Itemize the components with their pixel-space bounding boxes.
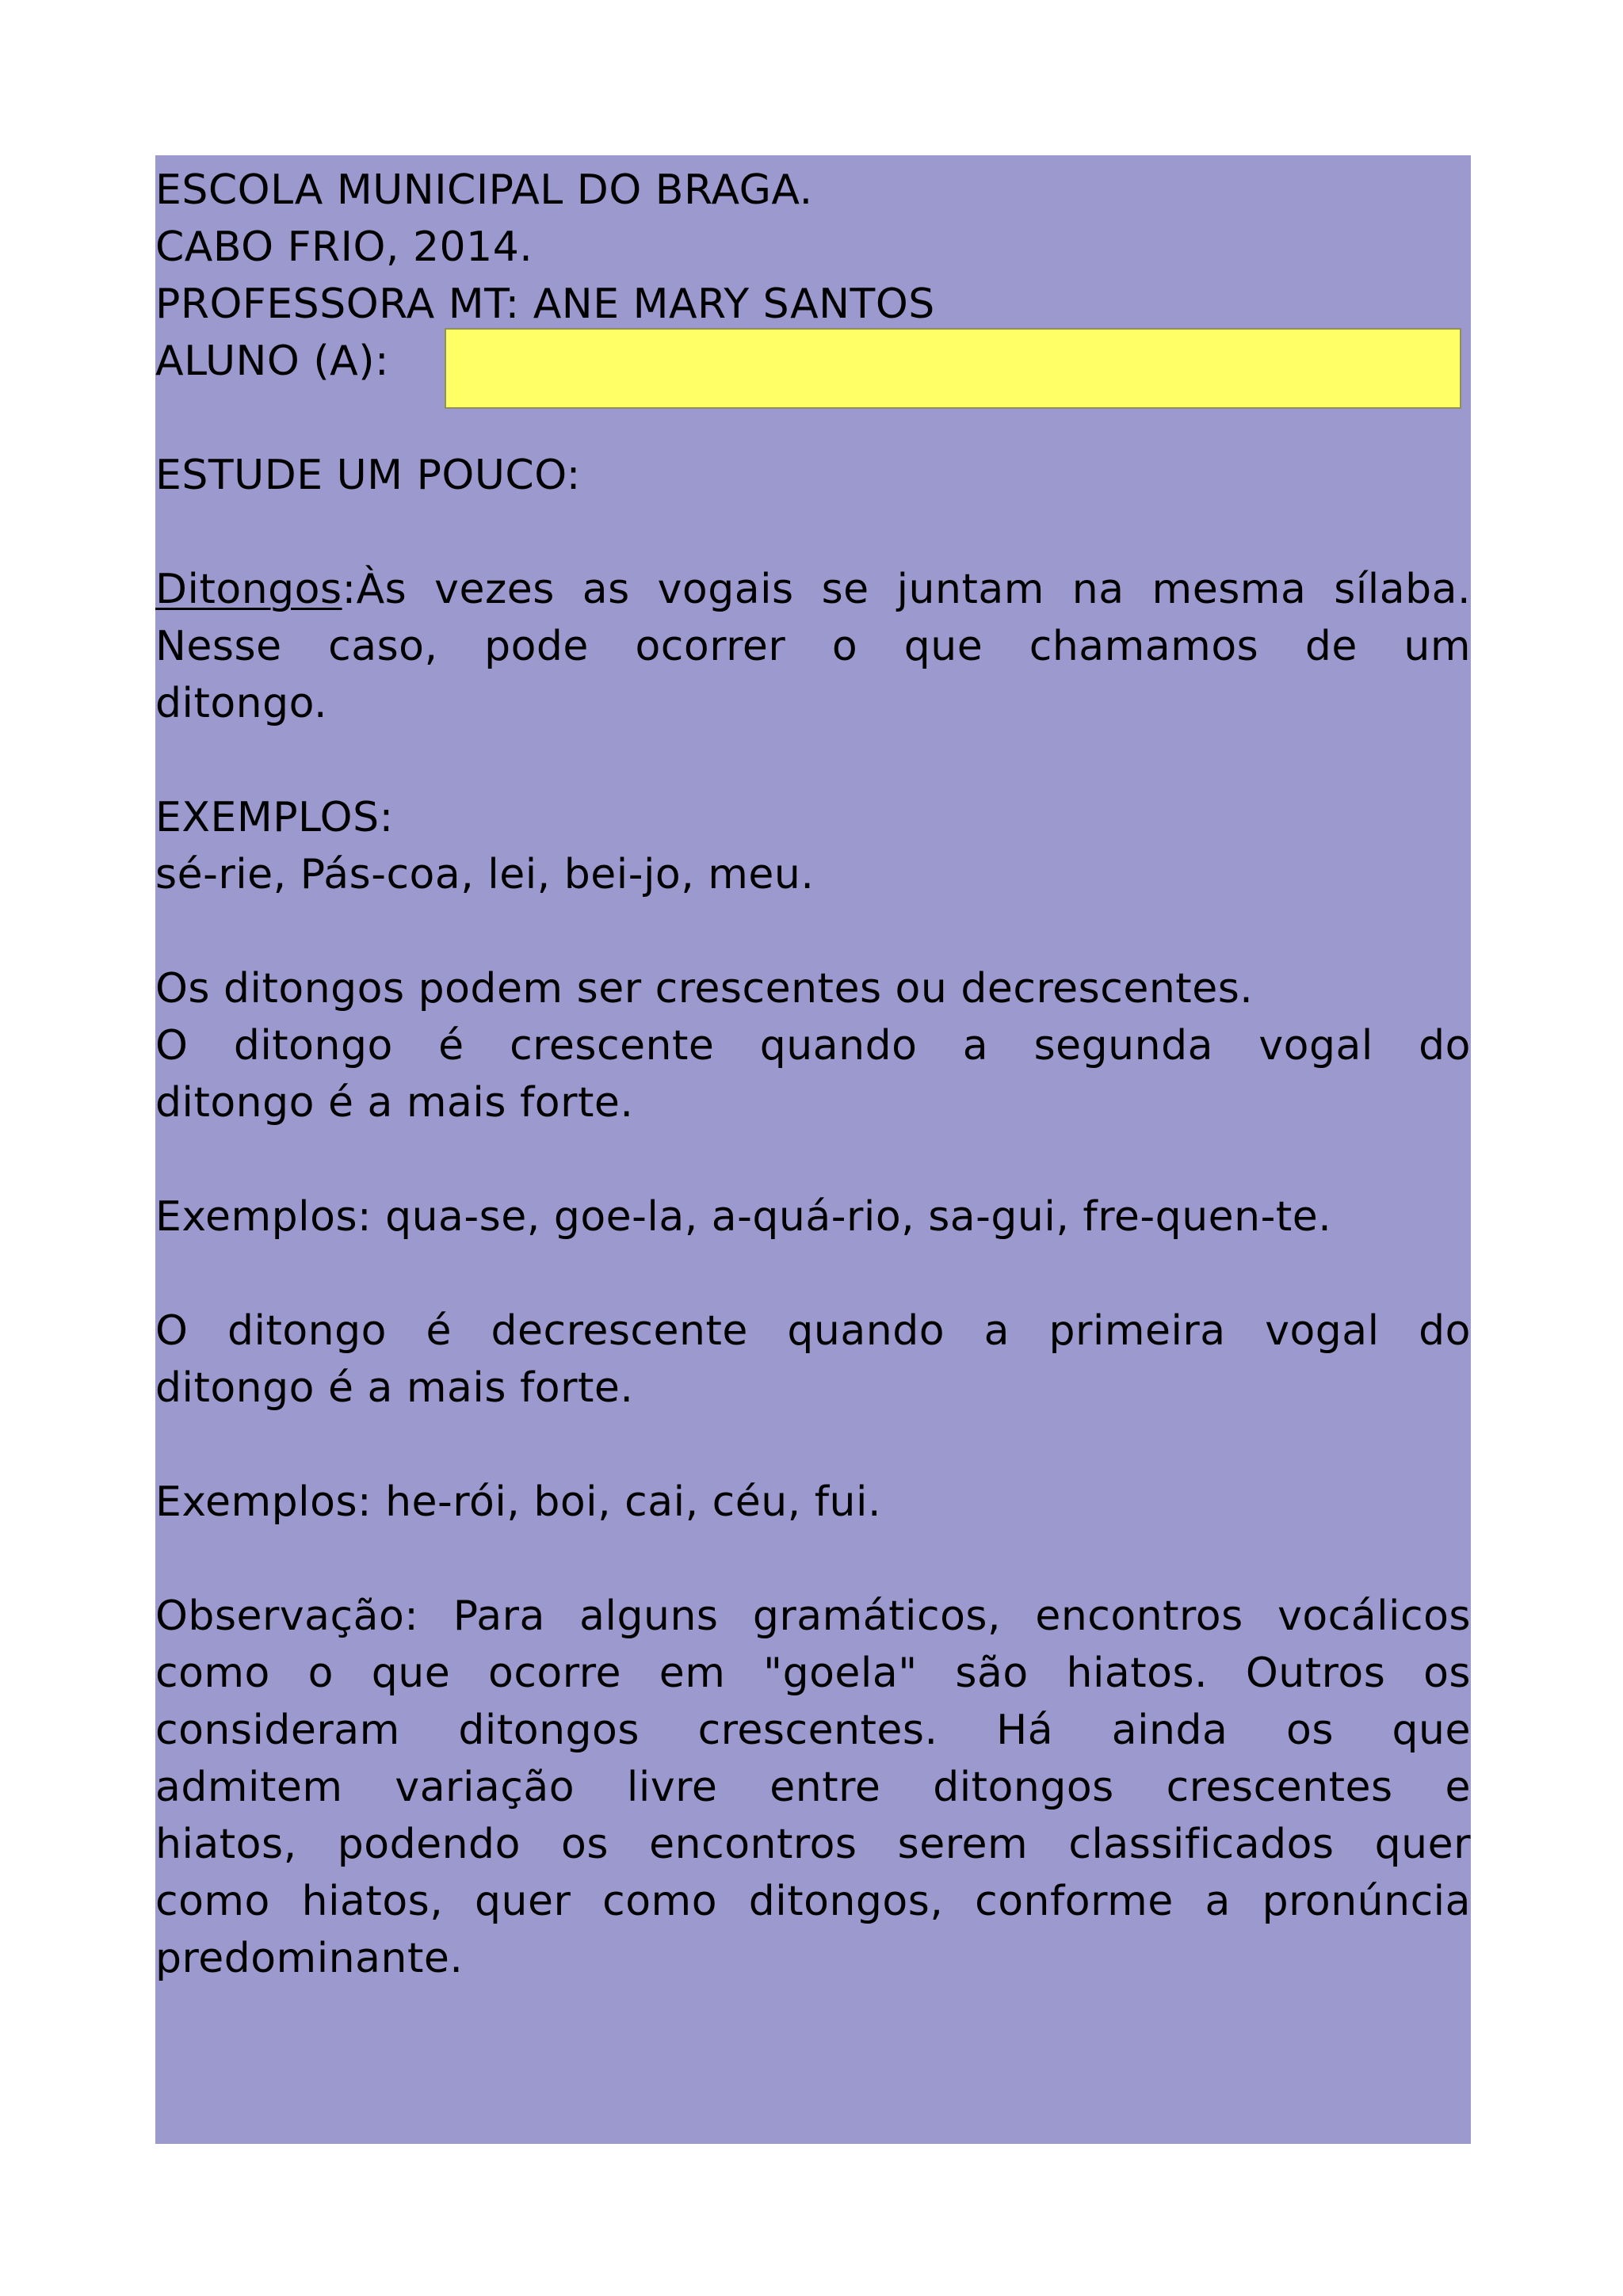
crescente-examples: Exemplos: qua-se, goe-la, a-quá-rio, sa-gui, fre-quen-te. — [155, 1193, 1332, 1241]
observacao-line-3: consideram ditongos crescentes. Há ainda os que — [155, 1707, 1471, 1754]
decrescente-definition-line-2: ditongo é a mais forte. — [155, 1364, 634, 1412]
ditongos-definition-line-1 — [155, 561, 1471, 618]
ditongos-definition-line-2: Nesse caso, pode ocorrer o que chamamos de um — [155, 623, 1471, 670]
spacer — [155, 1417, 1471, 1474]
crescente-definition-line-2: ditongo é a mais forte. — [155, 1079, 634, 1127]
spacer — [155, 903, 1471, 960]
examples-heading: EXEMPLOS: — [155, 794, 394, 841]
school-name: ESCOLA MUNICIPAL DO BRAGA. — [155, 166, 813, 214]
ditongos-definition-line-3: ditongo. — [155, 680, 328, 727]
teacher-name: PROFESSORA MT: ANE MARY SANTOS — [155, 280, 935, 328]
observacao-line-1: Observação: Para alguns gramáticos, encontros vocálicos — [155, 1592, 1471, 1640]
spacer — [155, 732, 1471, 789]
student-name-field[interactable] — [445, 328, 1461, 409]
spacer — [155, 504, 1471, 561]
worksheet-panel — [155, 155, 1471, 2144]
spacer — [155, 1531, 1471, 1588]
ditongos-term: Ditongos — [155, 566, 342, 613]
observacao-line-5: hiatos, podendo os encontros serem classificados quer — [155, 1821, 1471, 1868]
ditongos-definition-start: :Às vezes as vogais se juntam na mesma sílaba. — [342, 566, 1471, 613]
observacao-line-2: como o que ocorre em "goela" são hiatos. Outros os — [155, 1650, 1471, 1697]
decrescente-examples: Exemplos: he-rói, boi, cai, céu, fui. — [155, 1478, 881, 1526]
observacao-line-6: como hiatos, quer como ditongos, conforme a pronúncia — [155, 1878, 1471, 1925]
city-year: CABO FRIO, 2014. — [155, 223, 533, 271]
spacer — [155, 1245, 1471, 1302]
decrescente-definition-line-1: O ditongo é decrescente quando a primeira vogal do — [155, 1307, 1471, 1355]
study-heading: ESTUDE UM POUCO: — [155, 452, 581, 499]
examples-list: sé-rie, Pás-coa, lei, bei-jo, meu. — [155, 851, 815, 898]
worksheet-text — [155, 162, 1471, 1987]
types-intro: Os ditongos podem ser crescentes ou decrescentes. — [155, 965, 1254, 1013]
observacao-line-7: predominante. — [155, 1935, 464, 1982]
crescente-definition-line-1: O ditongo é crescente quando a segunda vogal do — [155, 1022, 1471, 1070]
spacer — [155, 1131, 1471, 1188]
observacao-line-4: admitem variação livre entre ditongos crescentes e — [155, 1764, 1471, 1811]
student-label: ALUNO (A): — [155, 338, 390, 385]
